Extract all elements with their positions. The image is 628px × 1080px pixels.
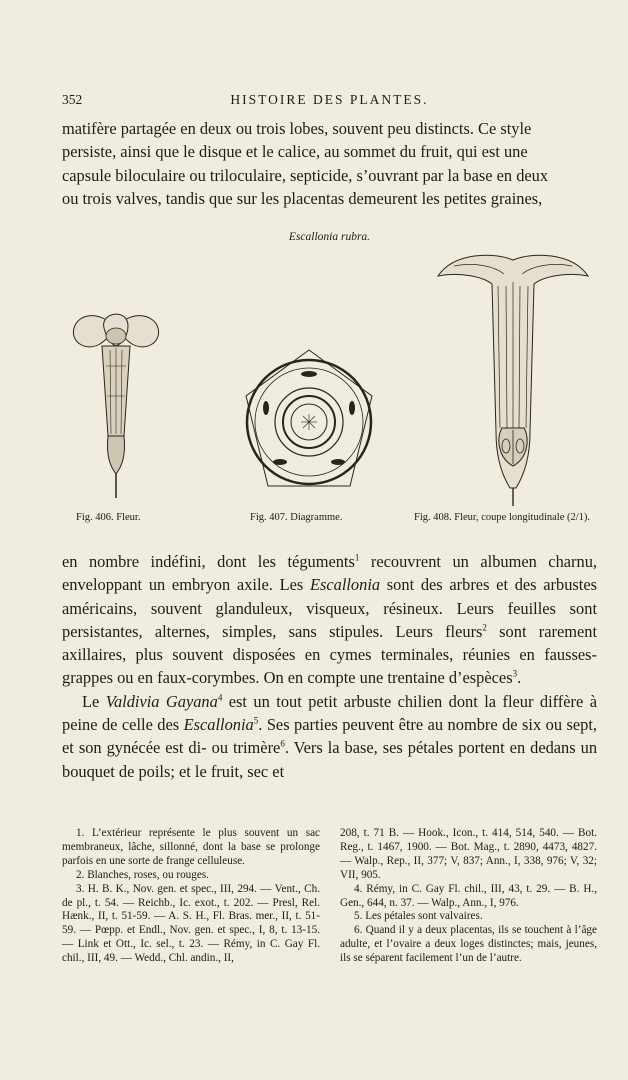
fig-407-caption: Fig. 407. Diagramme. bbox=[250, 512, 343, 523]
fig-407-diagram-illustration bbox=[240, 348, 378, 498]
figure-caption: Escallonia rubra. bbox=[288, 231, 371, 243]
footnote-1: 1. L’extérieur représente le plus souvent un sac membraneux, lâche, sillonné, dont la base se prolonge parfois en une sorte de frange celluleuse. bbox=[62, 827, 320, 867]
footnote-2: 2. Blanches, roses, ou rouges. bbox=[76, 868, 209, 881]
paragraph-3 bbox=[62, 690, 597, 783]
text-line: persiste, ainsi que le disque et le calice, au sommet du fruit, qui est une bbox=[62, 142, 528, 162]
fig-408-caption bbox=[414, 512, 590, 523]
text-run: . Vers la base, ses pétales portent en dedans un bouquet de poils; et le fruit, sec et bbox=[62, 738, 598, 781]
footnote-ref-4[interactable]: 4 bbox=[217, 692, 223, 703]
taxon-name: Escallonia bbox=[183, 715, 254, 735]
text-line: capsule biloculaire ou triloculaire, septicide, s’ouvrant par la base en deux bbox=[62, 165, 549, 185]
text-run: Le bbox=[82, 691, 106, 711]
text-run: sont rarement axillaires, plus souvent disposées en cymes terminales, réunies en fausses-grappes ou en faux-corymbes. On en compte une trentaine d’espèces bbox=[62, 621, 598, 688]
text-line: matifère partagée en deux ou trois lobes, souvent peu distincts. Ce style bbox=[62, 119, 532, 138]
footnote-5: 5. Les pétales sont valvaires. bbox=[354, 910, 483, 923]
text-run: . Ses parties peuvent être au nombre de six ou sept, et son gynécée est di- ou trimère bbox=[62, 715, 597, 758]
footnote-4: 4. Rémy, in C. Gay Fl. chil., III, 43, t. 29. — B. H., Gen., 644, n. 37. — Walp., Ann., I, 976. bbox=[340, 882, 597, 909]
fig-406-caption: Fig. 406. Fleur. bbox=[76, 512, 141, 523]
taxon-name: Escallonia bbox=[309, 575, 381, 595]
footnote-ref-3[interactable]: 3 bbox=[512, 669, 518, 680]
fig-408-section-illustration bbox=[434, 252, 592, 508]
fig-408-scale-fraction: 2/1 bbox=[570, 512, 584, 523]
text-line: ou trois valves, tandis que sur les placentas demeurent les petites graines, bbox=[62, 188, 543, 208]
page-number: 352 bbox=[62, 92, 83, 107]
fig-406-flower-illustration bbox=[66, 306, 166, 500]
footnotes-right-column bbox=[340, 827, 597, 966]
footnote-3-continued: 208, t. 71 B. — Hook., Icon., t. 414, 514, 540. — Bot. Reg., t. 1467, 1900. — Bot. Mag., t. 2890, 4473, 4827. — Walp., Rep., II, 377; V, 837; Ann., I, 338, 976; V, 32; VII, 905. bbox=[340, 827, 597, 881]
taxon-name: Valdivia Gayana bbox=[105, 691, 218, 711]
running-title: HISTOIRE DES PLANTES. bbox=[230, 92, 429, 107]
footnotes-left-column bbox=[62, 827, 320, 966]
footnote-ref-5[interactable]: 5 bbox=[253, 715, 259, 726]
paragraph-2 bbox=[62, 550, 597, 783]
fig-408-caption-text: Fig. 408. Fleur, coupe longitudinale ( bbox=[414, 512, 571, 523]
fig-408-caption-end: ). bbox=[583, 512, 591, 523]
text-run: sont des arbres et des arbustes américains, souvent glanduleux, visqueux, résineux. Leurs feuilles sont persistantes, alternes, simples, sans stipules. Leurs fleurs bbox=[62, 575, 597, 641]
text-run: recouvrent un albumen charnu, enveloppant un embryon axile. Les bbox=[62, 552, 597, 595]
footnote-6: 6. Quand il y a deux placentas, ils se touchent à l’âge adulte, et l’ovaire a deux loges distinctes; mais, jeunes, ils se séparent facilement l’un de l’autre. bbox=[340, 924, 597, 965]
paragraph-1 bbox=[62, 117, 597, 210]
paragraph-text bbox=[62, 550, 597, 690]
footnote-ref-6[interactable]: 6 bbox=[280, 738, 285, 749]
footnote-ref-2[interactable]: 2 bbox=[482, 622, 487, 633]
text-run: en nombre indéfini, dont les téguments bbox=[62, 552, 355, 571]
footnote-ref-1[interactable]: 1 bbox=[354, 552, 360, 563]
text-run: . bbox=[517, 668, 522, 688]
footnote-3: 3. H. B. K., Nov. gen. et spec., III, 294. — Vent., Ch. de pl., t. 54. — Reichb., Ic. exot., t. 202. — Presl, Rel. Hænk., II, t. 51-59. — A. S. H., Fl. Bras. mer., II, t. 51-59. — Pœpp. et Endl., Nov. gen. et spec., I, 8, t. 13-15. — Link et Ott., Ic. sel., t. 23. — Rémy, in C. Gay Fl. chil., III, 49. — Wedd., Chl. andin., II, bbox=[62, 882, 320, 965]
text-run: est un tout petit arbuste chilien dont la fleur diffère à peine de celle des bbox=[62, 691, 597, 735]
running-header bbox=[62, 92, 597, 110]
